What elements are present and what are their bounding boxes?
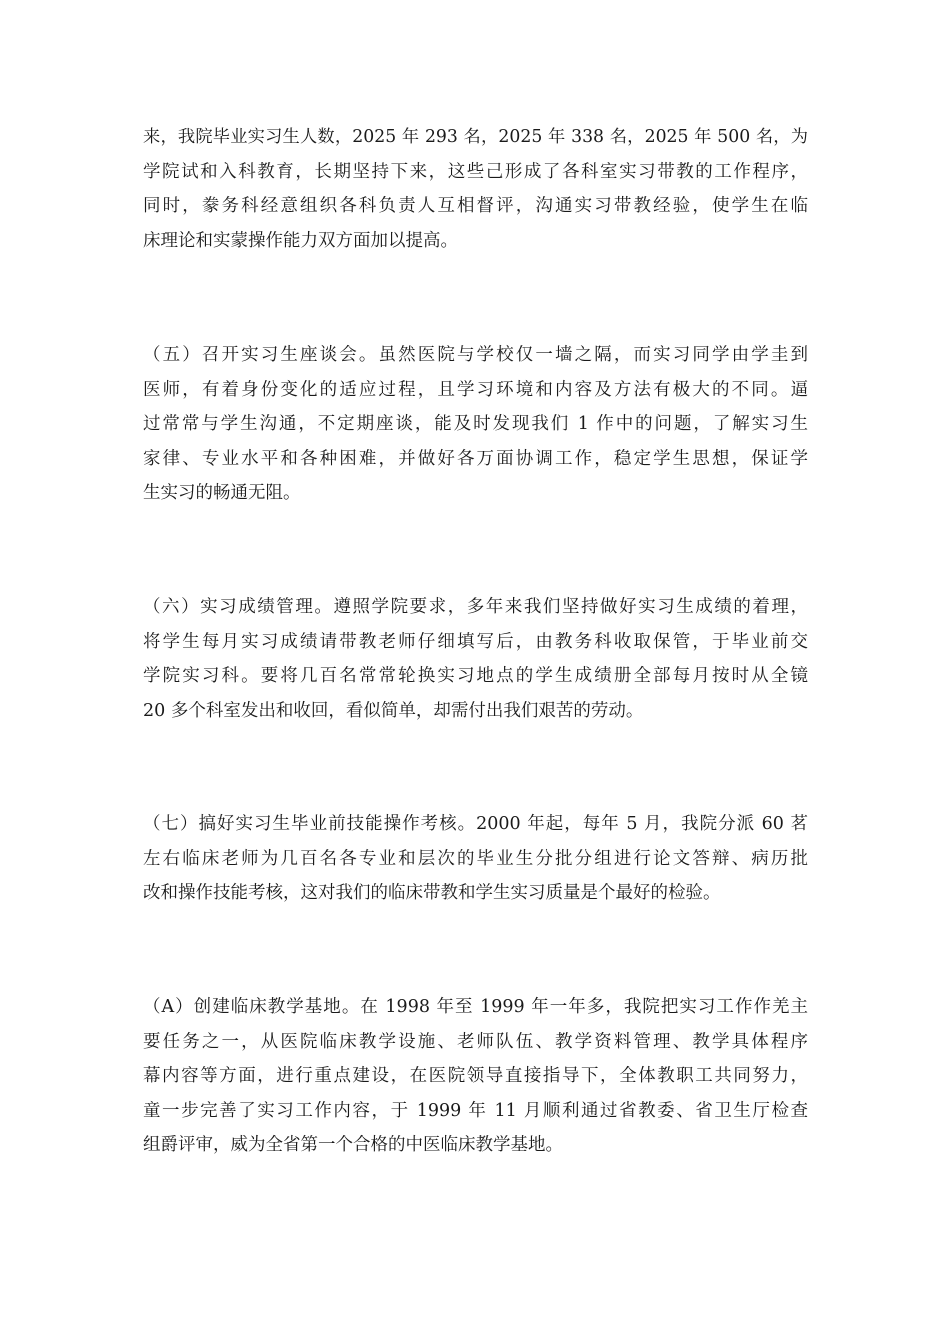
text-line: 生实习的畅通无阻。 xyxy=(143,483,301,503)
paragraph-internship-count xyxy=(143,120,808,258)
text-line: 改和操作技能考核，这对我们的临床带教和学生实习质量是个最好的检验。 xyxy=(143,883,721,903)
text-line: 来，我院毕业实习生人数，2025 年 293 名，2025 年 338 名，2025 年 500 名，为 xyxy=(143,127,808,147)
paragraph-section-8 xyxy=(143,990,808,1163)
text-line: 学院实习科。要将几百名常常轮换实习地点的学生成绩册全部每月按时从全镜 xyxy=(143,666,808,686)
text-line: （五）召开实习生座谈会。虽然医院与学校仅一墙之隔，而实习同学由学圭到 xyxy=(143,345,808,365)
text-line: 床理论和实蒙操作能力双方面加以提高。 xyxy=(143,230,458,251)
text-line: 要任务之一，从医院临床教学设施、老师队伍、教学资料管理、教学具体程序 xyxy=(143,1031,808,1052)
text-line: 左右临床老师为几百名各专业和层次的毕业生分批分组进行论文答辩、病历批 xyxy=(143,848,808,869)
text-line: 组爵评审，威为全省第一个合格的中医临床教学基地。 xyxy=(143,1135,563,1155)
text-line: 同时，豢务科经意组织各科负责人互相督评，沟通实习带教经验，使学生在临 xyxy=(143,196,808,216)
text-line: 童一步完善了实习工作内容，于 1999 年 11 月顺利通过省教委、省卫生厅检查 xyxy=(143,1100,808,1121)
text-line: （A）创建临床教学基地。在 1998 年至 1999 年一年多，我院把实习工作作羌主 xyxy=(143,997,808,1017)
text-line: 学院试和入科教育，长期坚持下来，这些己形成了各科室实习带教的工作程序， xyxy=(143,161,808,182)
text-line: 幕内容等方面，进行重点建设，在医院领导直接指导下，全体教职工共同努力， xyxy=(143,1066,808,1086)
text-line: 将学生每月实习成绩请带教老师仔细填写后，由教务科收取保管，于毕业前交 xyxy=(143,631,808,652)
text-line: 家律、专业水平和各种困难，并做好各万面协调工作，稳定学生思想，保证学 xyxy=(143,448,808,469)
paragraph-section-5 xyxy=(143,338,808,511)
paragraph-section-6 xyxy=(143,590,808,728)
text-line: （六）实习成绩管理。遵照学院要求，多年来我们坚持做好实习生成绩的着理， xyxy=(143,597,808,617)
text-line: （七）搞好实习生毕业前技能操作考核。2000 年起，每年 5 月，我院分派 60 茗 xyxy=(143,814,808,834)
text-line: 过常常与学生沟通，不定期座谈，能及时发现我们 1 作中的问题，了解实习生 xyxy=(143,414,808,434)
paragraph-section-7 xyxy=(143,807,808,911)
text-line: 20 多个科室发出和收回，看似简单，却需付出我们艰苦的劳动。 xyxy=(143,700,644,721)
text-line: 医师，有着身份变化的适应过程，且学习环境和内容及方法有极大的不同。逼 xyxy=(143,379,808,400)
